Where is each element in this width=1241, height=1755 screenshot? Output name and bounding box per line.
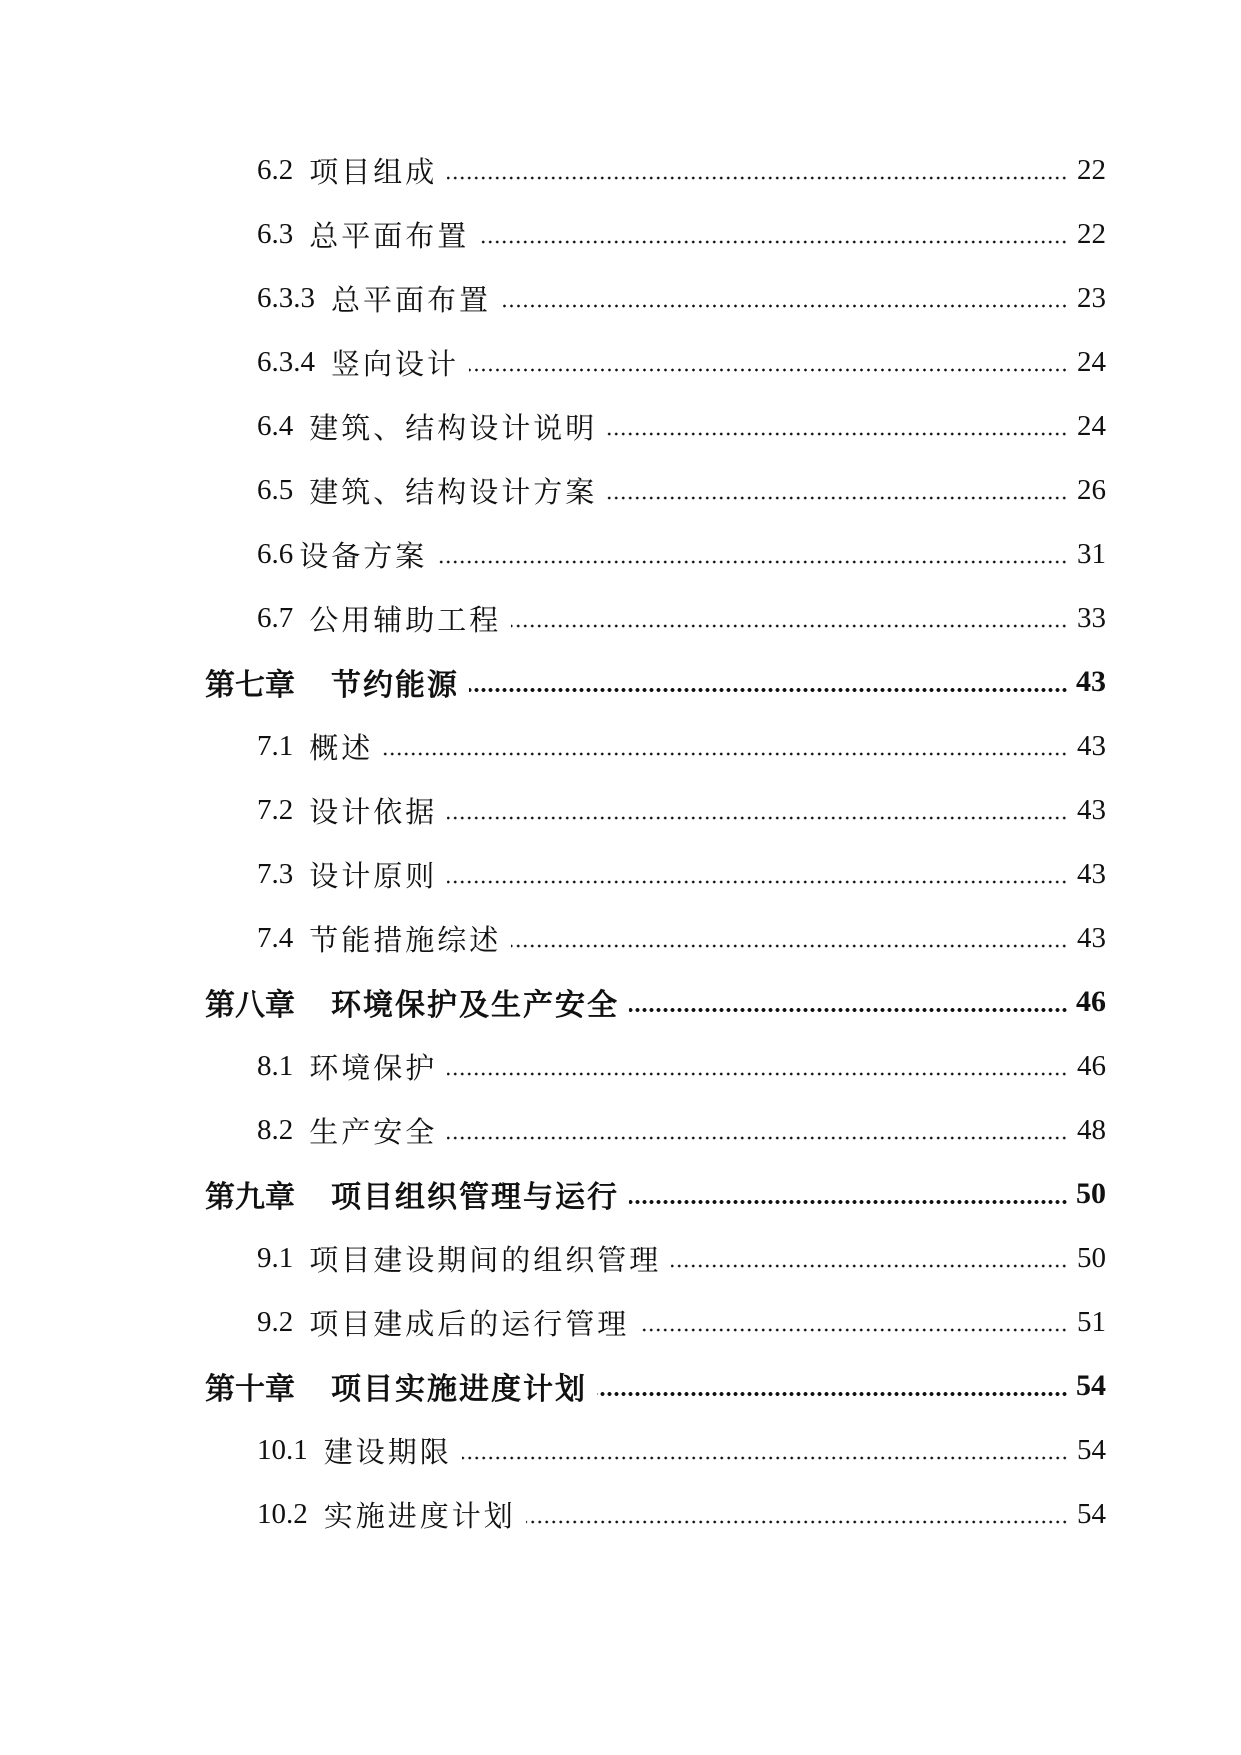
page-number: 22 [1077, 217, 1106, 250]
dot-leader [629, 1197, 1068, 1207]
entry-number: 6.7 [257, 601, 294, 634]
dot-leader [607, 429, 1068, 439]
toc-entry-10-1[interactable] [257, 1425, 1106, 1475]
toc-entry-6-3-3[interactable] [257, 273, 1106, 323]
entry-title: 生产安全 [309, 1114, 438, 1149]
toc-entry-7-2[interactable] [257, 785, 1106, 835]
page-number: 54 [1077, 1497, 1106, 1530]
entry-title: 建筑、结构设计说明 [309, 410, 598, 445]
page-number: 43 [1077, 729, 1106, 762]
dot-leader [511, 621, 1068, 631]
chapter-number: 第九章 [205, 1180, 295, 1215]
toc-entry-6-5[interactable] [257, 465, 1106, 515]
page-number: 43 [1077, 857, 1106, 890]
page-number: 43 [1077, 793, 1106, 826]
entry-number: 7.4 [257, 921, 294, 954]
dot-leader [501, 301, 1068, 311]
page-number: 43 [1077, 921, 1106, 954]
toc-entry-9-2[interactable] [257, 1297, 1106, 1347]
entry-title: 实施进度计划 [323, 1498, 516, 1533]
toc-entry-6-7[interactable] [257, 593, 1106, 643]
page-number: 54 [1076, 1369, 1106, 1402]
toc-entry-6-6[interactable] [257, 529, 1106, 579]
toc-chapter-7[interactable] [205, 657, 1106, 707]
entry-title: 建筑、结构设计方案 [309, 474, 598, 509]
toc-entry-9-1[interactable] [257, 1233, 1106, 1283]
toc-entry-7-3[interactable] [257, 849, 1106, 899]
dot-leader [671, 1261, 1068, 1271]
entry-number: 7.1 [257, 729, 294, 762]
entry-number: 6.3 [257, 217, 294, 250]
entry-number: 6.3.3 [257, 281, 315, 314]
entry-number: 6.3.4 [257, 345, 315, 378]
page-number: 51 [1077, 1305, 1106, 1338]
entry-title: 项目建设期间的组织管理 [309, 1242, 662, 1277]
toc-entry-7-1[interactable] [257, 721, 1106, 771]
dot-leader [462, 1453, 1068, 1463]
dot-leader [511, 941, 1068, 951]
chapter-title: 环境保护及生产安全 [331, 988, 619, 1023]
page-number: 31 [1077, 537, 1106, 570]
dot-leader [639, 1325, 1068, 1335]
dot-leader [597, 1389, 1068, 1399]
page-number: 43 [1076, 665, 1106, 698]
page-number: 50 [1077, 1241, 1106, 1274]
entry-number: 9.2 [257, 1305, 294, 1338]
dot-leader [447, 1133, 1068, 1143]
entry-number: 9.1 [257, 1241, 294, 1274]
page-number: 24 [1077, 345, 1106, 378]
entry-title: 项目建成后的运行管理 [309, 1306, 630, 1341]
entry-title: 环境保护 [309, 1050, 438, 1085]
toc-chapter-10[interactable] [205, 1361, 1106, 1411]
toc-entry-8-2[interactable] [257, 1105, 1106, 1155]
entry-number: 10.2 [257, 1497, 308, 1530]
entry-title: 总平面布置 [331, 282, 492, 317]
entry-number: 7.2 [257, 793, 294, 826]
toc-chapter-8[interactable] [205, 977, 1106, 1027]
dot-leader [447, 1069, 1068, 1079]
entry-number: 10.1 [257, 1433, 308, 1466]
dot-leader [469, 365, 1068, 375]
page-number: 26 [1077, 473, 1106, 506]
toc-chapter-9[interactable] [205, 1169, 1106, 1219]
dot-leader [447, 813, 1068, 823]
dot-leader [607, 493, 1068, 503]
toc-entry-7-4[interactable] [257, 913, 1106, 963]
dot-leader [447, 877, 1068, 887]
dot-leader [526, 1517, 1068, 1527]
chapter-title: 项目实施进度计划 [331, 1372, 587, 1407]
page-number: 24 [1077, 409, 1106, 442]
entry-title: 建设期限 [323, 1434, 452, 1469]
page-number: 23 [1077, 281, 1106, 314]
dot-leader [383, 749, 1068, 759]
entry-number: 6.2 [257, 153, 294, 186]
toc-entry-6-3[interactable] [257, 209, 1106, 259]
dot-leader [437, 557, 1068, 567]
entry-number: 6.5 [257, 473, 294, 506]
dot-leader [469, 685, 1068, 695]
page-number: 46 [1076, 985, 1106, 1018]
entry-title: 设计依据 [309, 794, 438, 829]
entry-number: 6.6 [257, 537, 294, 570]
entry-number: 8.2 [257, 1113, 294, 1146]
entry-number: 8.1 [257, 1049, 294, 1082]
toc-entry-10-2[interactable] [257, 1489, 1106, 1539]
entry-title: 总平面布置 [309, 218, 470, 253]
entry-title: 项目组成 [309, 154, 438, 189]
dot-leader [629, 1005, 1068, 1015]
toc-entry-6-3-4[interactable] [257, 337, 1106, 387]
dot-leader [447, 173, 1068, 183]
toc-entry-6-4[interactable] [257, 401, 1106, 451]
page-number: 46 [1077, 1049, 1106, 1082]
entry-title: 公用辅助工程 [309, 602, 502, 637]
page-number: 50 [1076, 1177, 1106, 1210]
page-number: 33 [1077, 601, 1106, 634]
dot-leader [479, 237, 1068, 247]
toc-entry-8-1[interactable] [257, 1041, 1106, 1091]
entry-number: 6.4 [257, 409, 294, 442]
entry-title: 竖向设计 [331, 346, 460, 381]
entry-title: 设计原则 [309, 858, 438, 893]
page-number: 48 [1077, 1113, 1106, 1146]
entry-title: 设备方案 [299, 538, 428, 573]
page-number: 22 [1077, 153, 1106, 186]
entry-number: 7.3 [257, 857, 294, 890]
entry-title: 概述 [309, 730, 374, 765]
entry-title: 节能措施综述 [309, 922, 502, 957]
chapter-title: 节约能源 [331, 668, 459, 703]
chapter-title: 项目组织管理与运行 [331, 1180, 619, 1215]
toc-entry-6-2[interactable] [257, 145, 1106, 195]
chapter-number: 第七章 [205, 668, 295, 703]
chapter-number: 第八章 [205, 988, 295, 1023]
page-number: 54 [1077, 1433, 1106, 1466]
chapter-number: 第十章 [205, 1372, 295, 1407]
